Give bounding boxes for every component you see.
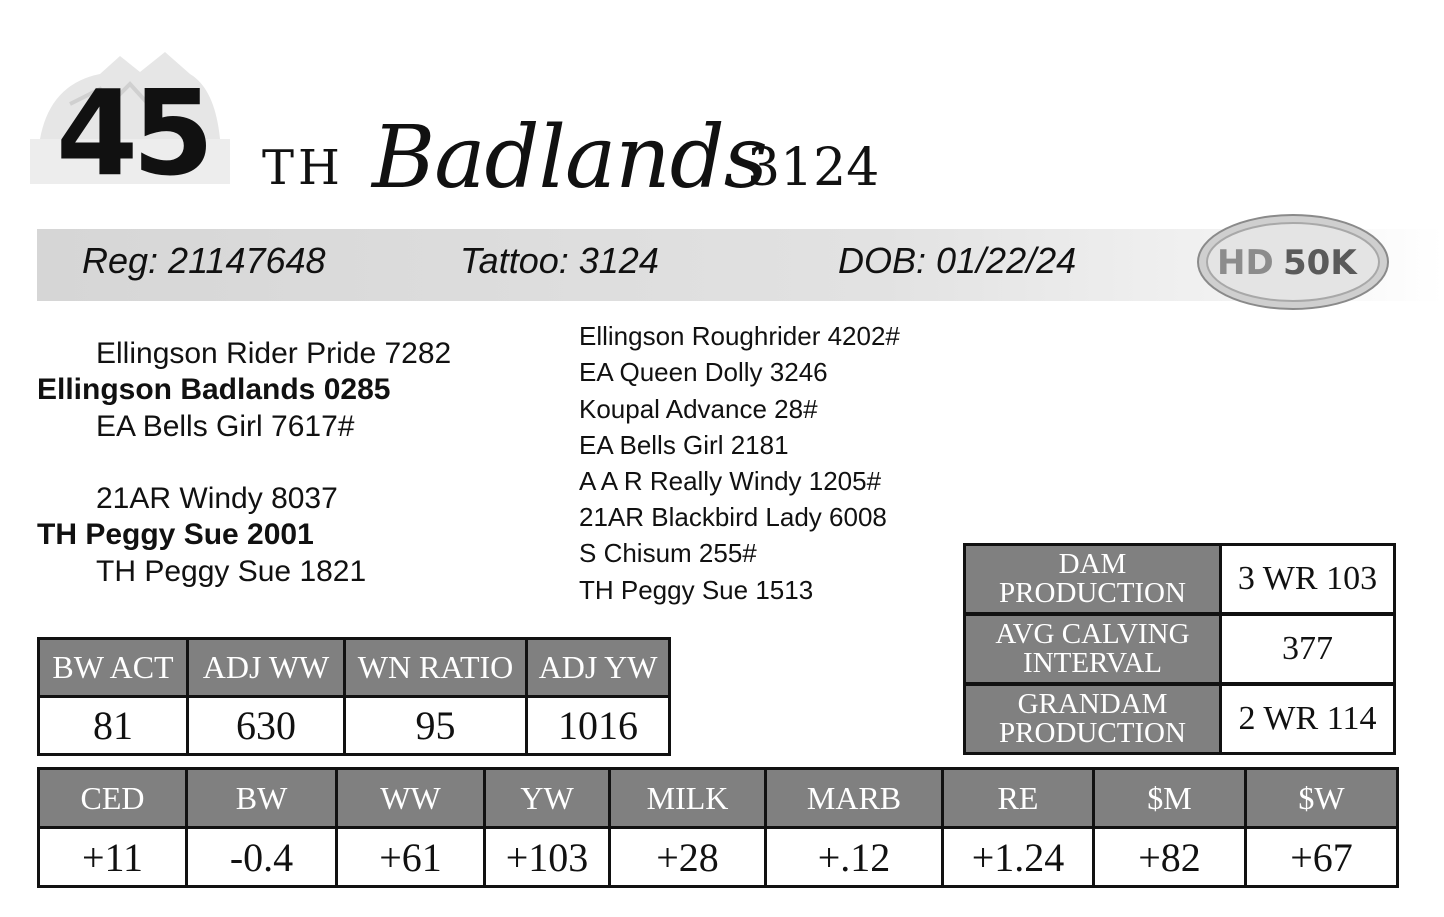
epd-value: +11 (39, 828, 187, 887)
epd-value: +.12 (766, 828, 943, 887)
epd-header: MILK (610, 769, 766, 828)
dam-stat-row (965, 545, 1395, 615)
lot-number: 45 (56, 64, 209, 202)
perf-header: BW ACT (39, 639, 188, 697)
dam-sire: 21AR Windy 8037 (96, 482, 338, 515)
dam-stat-value: 377 (1221, 614, 1395, 684)
epd-header: CED (39, 769, 187, 828)
title-name: Badlands (372, 108, 767, 208)
epd-header: WW (337, 769, 485, 828)
performance-table (37, 637, 671, 756)
ancestor-2: EA Queen Dolly 3246 (579, 357, 828, 387)
hd50k-badge (1195, 212, 1391, 312)
dam-stat-value: 3 WR 103 (1221, 545, 1395, 615)
epd-header: RE (943, 769, 1094, 828)
perf-value: 95 (345, 697, 527, 755)
title-prefix: TH (262, 140, 344, 196)
perf-value: 81 (39, 697, 188, 755)
sire-dam: EA Bells Girl 7617# (96, 410, 355, 443)
epd-header: $M (1094, 769, 1246, 828)
ancestor-3: Koupal Advance 28# (579, 394, 818, 424)
dam-stat-label-line: PRODUCTION (999, 577, 1186, 609)
tattoo: Tattoo: 3124 (460, 240, 659, 281)
epd-header: YW (485, 769, 610, 828)
badge-50k-text: 50K (1283, 243, 1357, 283)
dam-dam: TH Peggy Sue 1821 (96, 555, 367, 588)
epd-value: +82 (1094, 828, 1246, 887)
dam-stat-label (965, 614, 1221, 684)
epd-header: $W (1246, 769, 1398, 828)
epd-value: +1.24 (943, 828, 1094, 887)
title-number: 3124 (747, 138, 880, 198)
dam-stat-label-line: INTERVAL (1023, 647, 1162, 679)
epd-value: +103 (485, 828, 610, 887)
epd-header: BW (187, 769, 337, 828)
dam-stat-label-line: PRODUCTION (999, 717, 1186, 749)
epd-value: +67 (1246, 828, 1398, 887)
dam-stat-label (965, 545, 1221, 615)
dam-stat-row (965, 614, 1395, 684)
dam-stat-value: 2 WR 114 (1221, 684, 1395, 754)
perf-header: WN RATIO (345, 639, 527, 697)
dam-stat-label-line: DAM (1058, 548, 1127, 580)
performance-value-row (39, 697, 670, 755)
sire-sire: Ellingson Rider Pride 7282 (96, 337, 452, 370)
epd-value-row (39, 828, 1398, 887)
registration-number: Reg: 21147648 (82, 240, 326, 281)
epd-value: -0.4 (187, 828, 337, 887)
dam: TH Peggy Sue 2001 (37, 518, 314, 551)
epd-value: +28 (610, 828, 766, 887)
epd-table (37, 767, 1399, 888)
date-of-birth: DOB: 01/22/24 (838, 240, 1077, 281)
ancestor-1: Ellingson Roughrider 4202# (579, 321, 900, 351)
dam-stats-table (963, 543, 1396, 755)
dam-stat-label (965, 684, 1221, 754)
dam-stat-row (965, 684, 1395, 754)
ancestor-7: S Chisum 255# (579, 538, 757, 568)
ancestor-5: A A R Really Windy 1205# (579, 466, 882, 496)
epd-header: MARB (766, 769, 943, 828)
dam-stat-label-line: AVG CALVING (995, 618, 1190, 650)
dam-stat-label-line: GRANDAM (1017, 688, 1168, 720)
ancestor-4: EA Bells Girl 2181 (579, 430, 789, 460)
performance-header-row (39, 639, 670, 697)
perf-value: 1016 (527, 697, 670, 755)
perf-header: ADJ WW (188, 639, 345, 697)
perf-value: 630 (188, 697, 345, 755)
epd-header-row (39, 769, 1398, 828)
sire: Ellingson Badlands 0285 (37, 373, 391, 406)
ancestor-6: 21AR Blackbird Lady 6008 (579, 502, 887, 532)
ancestor-8: TH Peggy Sue 1513 (579, 575, 814, 605)
epd-value: +61 (337, 828, 485, 887)
perf-header: ADJ YW (527, 639, 670, 697)
badge-hd-text: HD (1217, 243, 1274, 283)
